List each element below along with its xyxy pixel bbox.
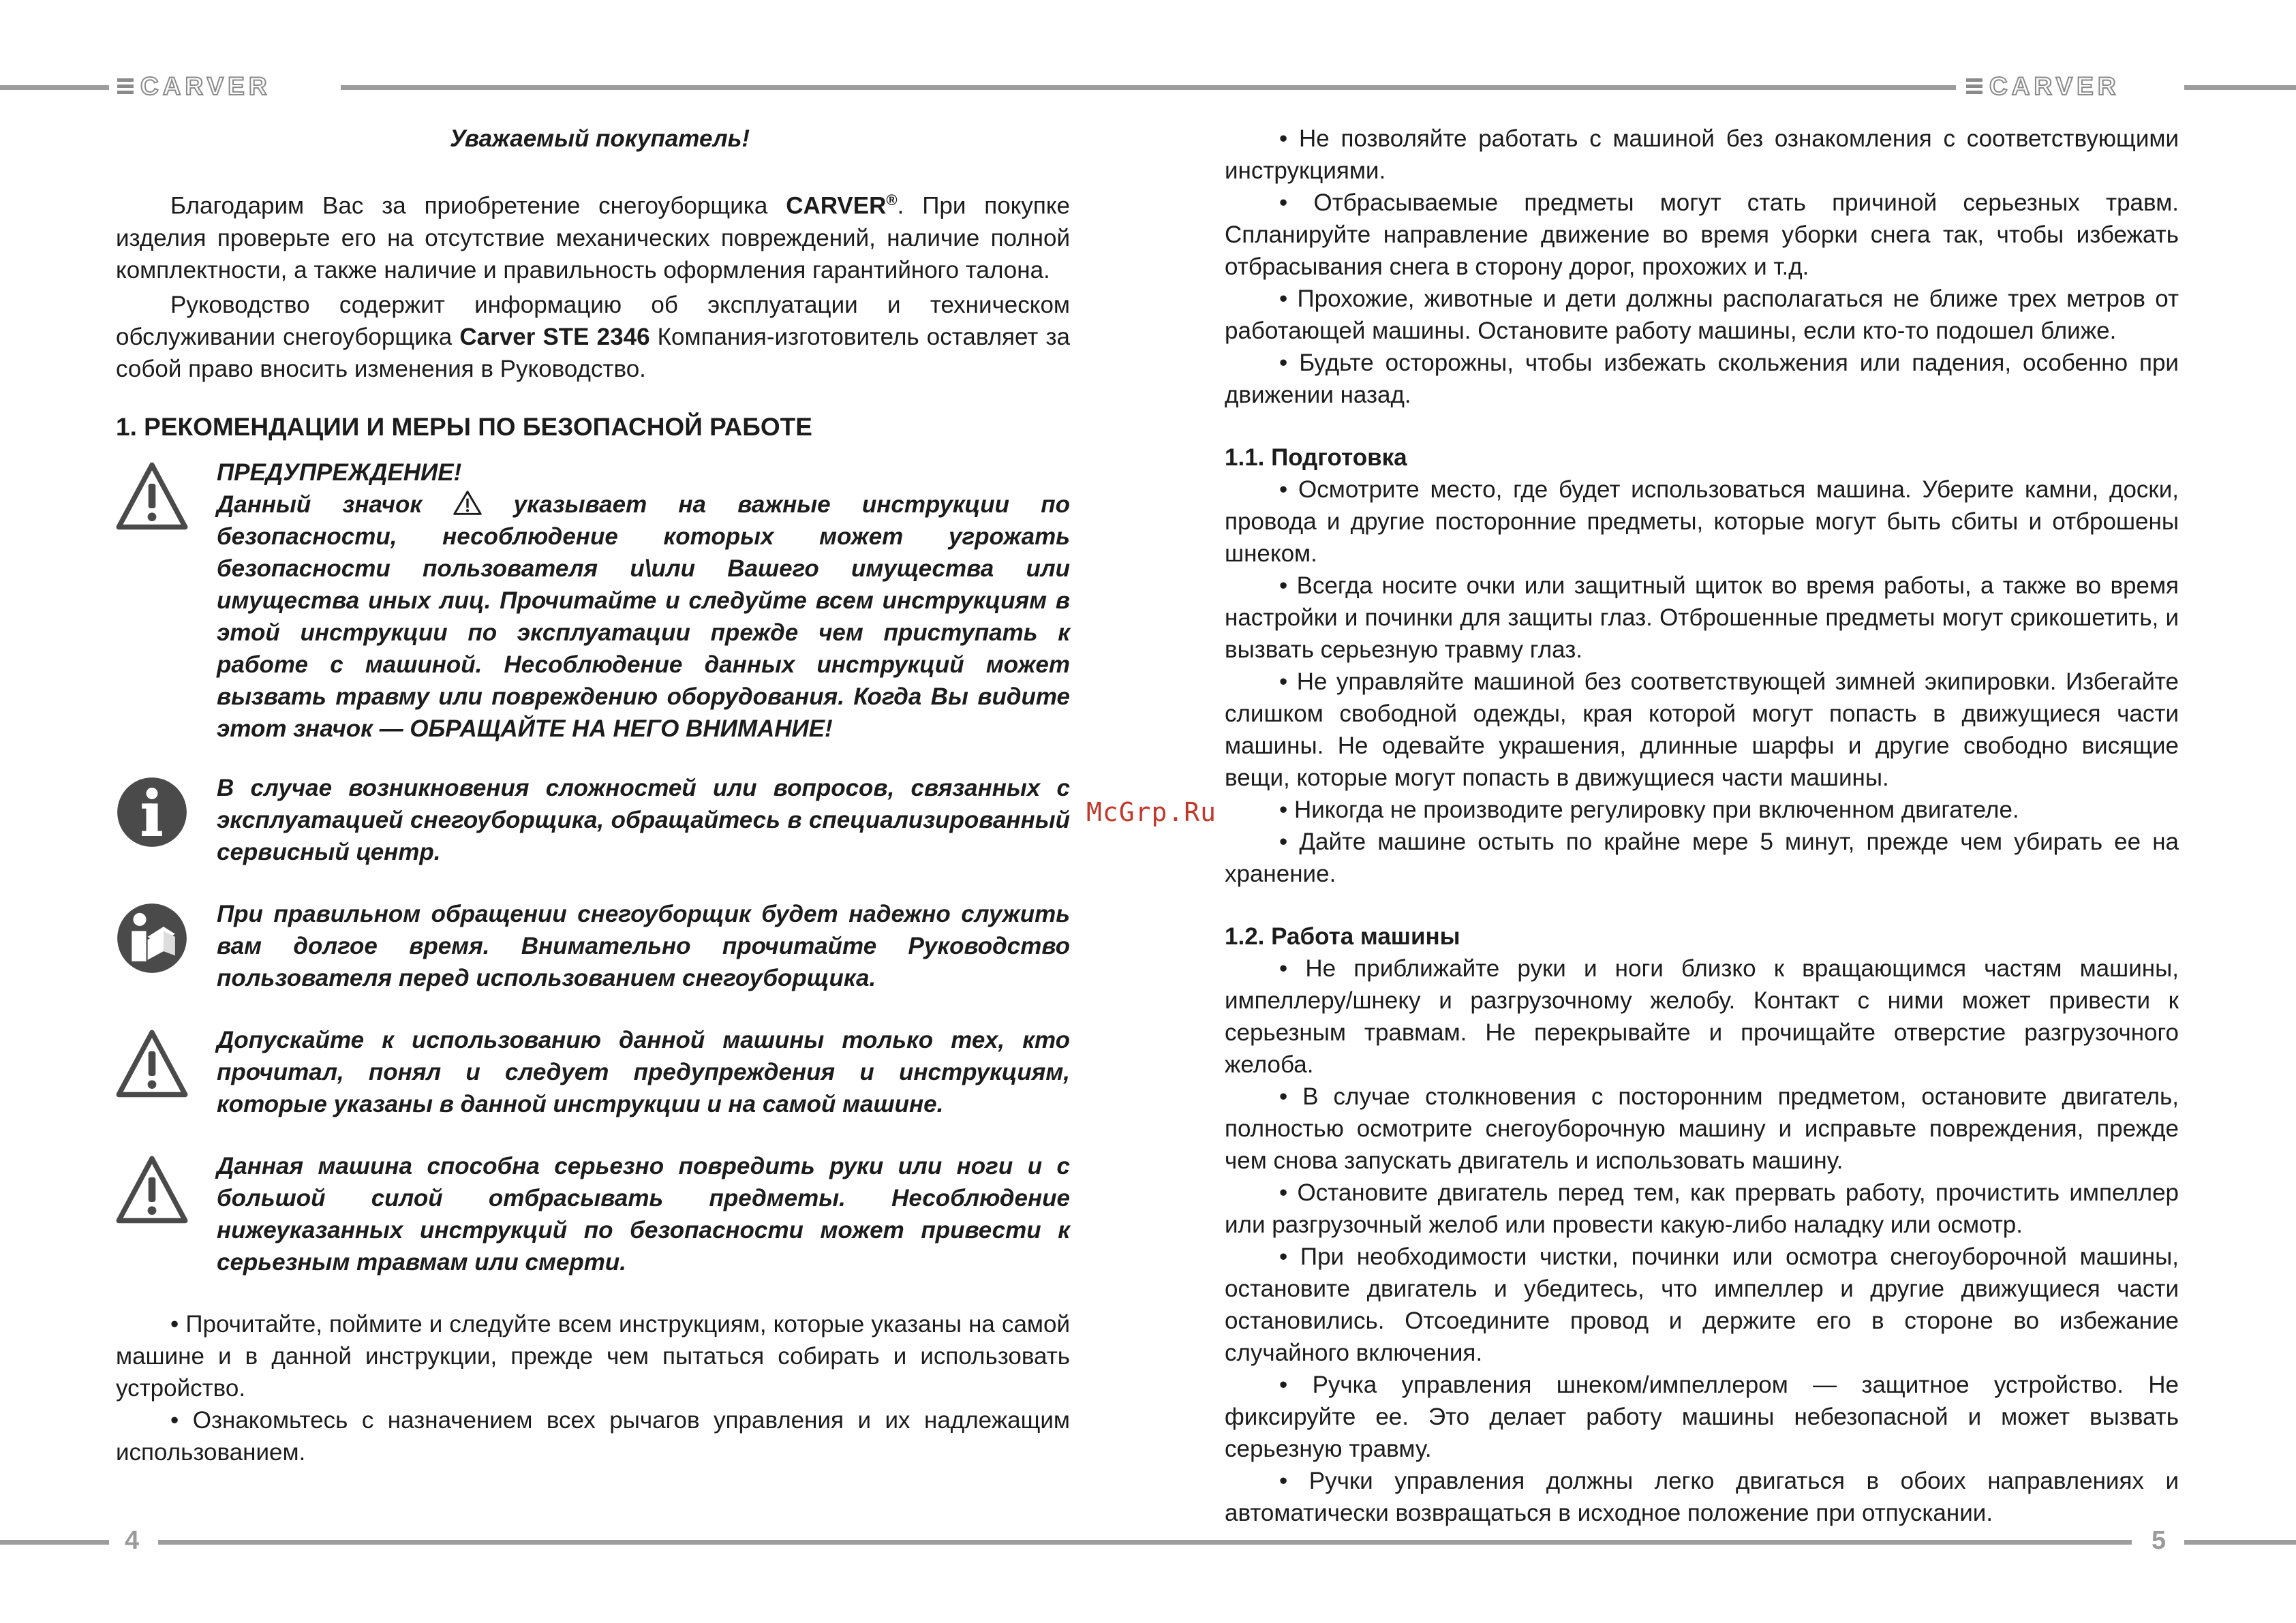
footer-rule-left (0, 1540, 109, 1545)
danger-block (116, 1150, 1070, 1278)
intro-text: Руководство содержит информацию об эксплуатации и техническом обслуживании снегоуборщика (116, 291, 1070, 350)
warning-text (217, 489, 1070, 745)
header-rule-center (341, 85, 1956, 90)
bullet-item: • Прохожие, животные и дети должны располагаться не ближе трех метров от работающей машины. Остановите работу машины, если кто-то подошел ближе. (1225, 285, 2179, 344)
greeting-text: Уважаемый покупатель! (449, 125, 750, 152)
intro-text: Благодарим Вас за приобретение снегоуборщика (170, 192, 786, 219)
section-title: 1. РЕКОМЕНДАЦИИ И МЕРЫ ПО БЕЗОПАСНОЙ РАБОТЕ (116, 412, 812, 441)
registered-mark: ® (886, 191, 898, 208)
page-number-left: 4 (125, 1526, 140, 1555)
bullet-item: • Никогда не производите регулировку при включенном двигателе. (1279, 797, 2019, 823)
info-icon (116, 776, 188, 848)
intro-paragraph-1 (116, 184, 1070, 286)
footer-rule-center (158, 1540, 2132, 1545)
brand-name: CARVER (786, 192, 887, 219)
bullet-item: • При необходимости чистки, починки или осмотра снегоуборочной машины, остановите двигатель и убедитесь, что импеллер и другие движущиеся части остановились. Отсоедините провод и держите его в стороне во избежание случайного включения. (1225, 1243, 2179, 1366)
bullet-item: • Ручка управления шнеком/импеллером — защитное устройство. Не фиксируйте ее. Это делает работу машины небезопасной и может вызвать серьезную травму. (1225, 1372, 2179, 1462)
bullet-item: • Ручки управления должны легко двигаться в обоих направлениях и автоматически возвращаться в исходное положение при отпускании. (1225, 1468, 2179, 1526)
bullet-item: • Будьте осторожны, чтобы избежать скольжения или падения, особенно при движении назад. (1225, 350, 2179, 408)
greeting (116, 123, 1070, 155)
warning-text-part: указывает на важные инструкции по безопасности, несоблюдение которых может угрожать безопасности пользователя и\или Вашего имущества или имущества иных лиц. Прочитайте и следуйте всем инструкциям в этой инструкции по эксплуатации прежде чем приступать к работе с машиной. Несоблюдение данных инструкций может вызвать травму или повреждению оборудования. Когда Вы видите этот значок — ОБРАЩАЙТЕ НА НЕГО ВНИМАНИЕ! (217, 491, 1070, 742)
manual-block (116, 898, 1070, 994)
intro-paragraph-2 (116, 289, 1070, 385)
bullet-item: • Прочитайте, поймите и следуйте всем инструкциям, которые указаны на самой машине и в данной инструкции, прежде чем пытаться собирать и использовать устройство. (116, 1310, 1070, 1402)
allow-text: Допускайте к использованию данной машины только тех, кто прочитал, понял и следует предупреждения и инструкциям, которые указаны в данной инструкции и на самой машине. (217, 1026, 1070, 1117)
info-text: В случае возникновения сложностей или вопросов, связанных с эксплуатацией снегоуборщика, обращайтесь в специализированный сервисный центр. (217, 774, 1070, 865)
bullet-item: • Ознакомьтесь с назначением всех рычагов управления и их надлежащим использованием. (116, 1406, 1070, 1466)
bullet-item: • Не приближайте руки и ноги близко к вращающимся частям машины, импеллеру/шнеку и разгрузочному желобу. Контакт с ними может привести к серьезным травмам. Не перекрывайте и прочищайте отверстие разгрузочного желоба. (1225, 955, 2179, 1078)
danger-text: Данная машина способна серьезно повредить руки или ноги и с большой силой отбрасывать предметы. Несоблюдение нижеуказанных инструкций по безопасности может привести к серьезным травмам или смерти. (217, 1152, 1070, 1276)
warning-block (116, 457, 1070, 745)
bullet-item: • Осмотрите место, где будет использоваться машина. Уберите камни, доски, провода и другие посторонние предметы, которые могут быть сбиты и отброшены шнеком. (1225, 476, 2179, 567)
subsection-title-preparation: 1.1. Подготовка (1225, 444, 1407, 471)
bullet-item: • Не управляйте машиной без соответствующей зимней экипировки. Избегайте слишком свободной одежды, края которой могут попасть в движущиеся части машины. Не одевайте украшения, длинные шарфы и другие свободно висящие вещи, которые могут попасть в движущиеся части машины. (1225, 668, 2179, 791)
warning-triangle-icon (116, 1028, 188, 1100)
intro-text: Компания-изготовитель оставляет за собой право вносить изменения в Руководство. (116, 323, 1070, 382)
warning-title: ПРЕДУПРЕЖДЕНИЕ! (217, 459, 462, 486)
logo-mark-icon (117, 78, 134, 95)
brand-logo-right (1966, 72, 2120, 100)
warning-triangle-icon (116, 1154, 188, 1226)
watermark: McGrp.Ru (1086, 797, 1217, 827)
bullet-item: • Отбрасываемые предметы могут стать причиной серьезных травм. Спланируйте направление движение во время уборки снега так, чтобы избежать отбрасывания снега в сторону дорог, прохожих и т.д. (1225, 189, 2179, 280)
logo-mark-icon (1966, 78, 1983, 95)
allow-block (116, 1024, 1070, 1120)
footer-rule-right (2184, 1540, 2296, 1545)
bullet-item: • Не позволяйте работать с машиной без ознакомления с соответствующими инструкциями. (1225, 125, 2179, 184)
header-rule-right (2184, 85, 2296, 90)
brand-logo-text: CARVER (1989, 72, 2120, 100)
subsection-title-operation: 1.2. Работа машины (1225, 923, 1460, 950)
model-name: Carver STE 2346 (459, 323, 650, 350)
brand-logo-text: CARVER (140, 72, 271, 100)
left-column (116, 123, 1070, 1468)
bullet-item: • Дайте машине остыть по крайне мере 5 минут, прежде чем убирать ее на хранение. (1225, 829, 2179, 887)
warning-text-part: Данный значок (217, 491, 454, 518)
brand-logo-left (117, 72, 271, 100)
bullet-item: • Всегда носите очки или защитный щиток во время работы, а также во время настройки и починки для защиты глаз. Отброшенные предметы могут срикошетить, и вызвать серьезную травму глаз. (1225, 572, 2179, 663)
inline-warning-icon (453, 491, 482, 515)
right-column (1225, 123, 2179, 1529)
read-manual-icon (116, 902, 188, 974)
header-rule-left (0, 85, 109, 90)
info-block (116, 772, 1070, 868)
bullet-item: • В случае столкновения с посторонним предметом, остановите двигатель, полностью осмотрите снегоуборочную машину и исправьте повреждения, прежде чем снова запускать двигатель и использовать машину. (1225, 1083, 2179, 1174)
intro-text: . При покупке изделия проверьте его на отсутствие механических повреждений, наличие полной комплектности, а также наличие и правильность оформления гарантийного талона. (116, 192, 1071, 283)
warning-triangle-icon (116, 461, 188, 533)
page-number-right: 5 (2152, 1526, 2167, 1555)
manual-text: При правильном обращении снегоуборщик будет надежно служить вам долгое время. Внимательно прочитайте Руководство пользователя перед использованием снегоуборщика. (217, 900, 1070, 991)
bullet-item: • Остановите двигатель перед тем, как прервать работу, прочистить импеллер или разгрузочный желоб или провести какую-либо наладку или осмотр. (1225, 1179, 2179, 1238)
